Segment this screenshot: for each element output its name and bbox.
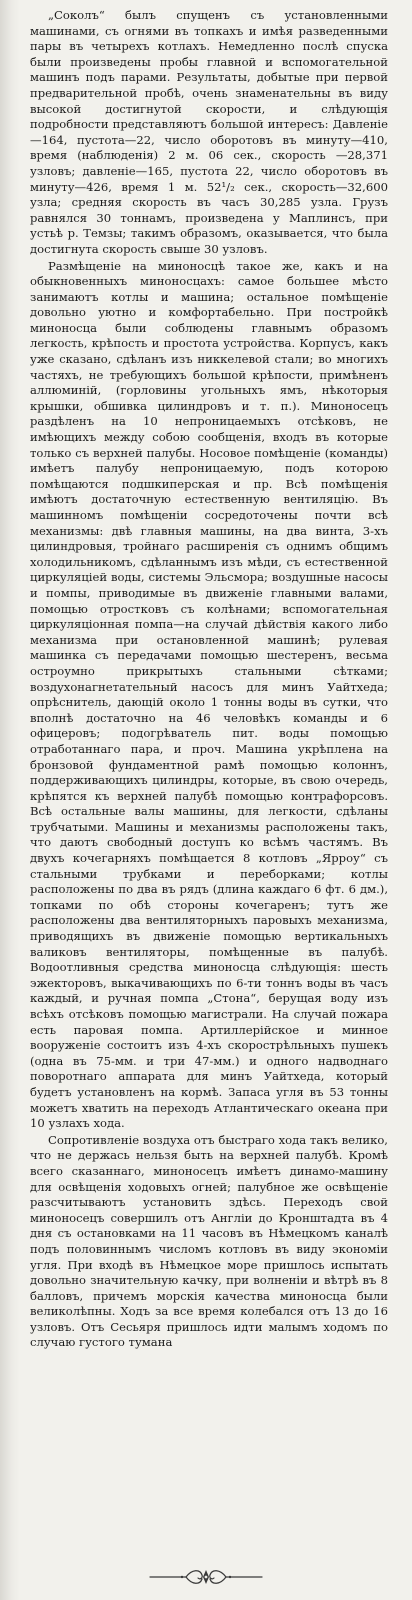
paragraph-sokol-trials: „Соколъ“ былъ спущенъ съ установленными машинами, съ огнями въ топкахъ и имѣя разведенными пары въ четырехъ котлахъ. Немедленно послѣ спуска были произведены пробы главной и вспомогательной машинъ подъ парами. Результаты, добытые при первой предварительной пробѣ, очень знаменательны въ виду высокой достигнутой скорости, и слѣдующія подробности представляютъ большой интересъ: Давленіе—164, пустота—22, число оборотовъ въ минуту—410, время (наблюденія) 2 м. 06 сек., скорость —28,371 узловъ; давленіе—165, пустота 22, число оборотовъ въ минуту—426, время 1 м. 52¹/₂ сек., скорость—32,600 узла; средняя скорость въ часъ 30,285 узла. Грузъ равнялся 30 тоннамъ, произведена у Маплинсъ, при устьѣ р. Темзы; такимъ образомъ, оказывается, что была достигнута скорость свыше 30 узловъ. — [30, 8, 388, 256]
tailpiece-ornament-icon — [0, 1566, 412, 1593]
page-gutter-shadow — [0, 0, 20, 1600]
article-body — [30, 8, 388, 1351]
paragraph-layout-and-machinery: Размѣщеніе на миноносцѣ такое же, какъ и на обыкновенныхъ миноносцахъ: самое большее мѣсто занимаютъ котлы и машина; остальное помѣщеніе довольно уютно и комфортабельно. При постройкѣ миноносца были соблюдены главнымъ образомъ легкость, крѣпость и простота устройства. Корпусъ, какъ уже сказано, сдѣланъ изъ никкелевой стали; во многихъ частяхъ, не требующихъ большой крѣпости, примѣненъ аллюминій, (горловины угольныхъ ямъ, нѣкоторыя крышки, обшивка цилиндровъ и т. п.). Миноносецъ раздѣленъ на 10 непроницаемыхъ отсѣковъ, не имѣющихъ между собою сообщенія, входъ въ которые только съ верхней палубы. Носовое помѣщеніе (команды) имѣетъ палубу непроницаемую, подъ которою помѣщаются подшкиперская и пр. Всѣ помѣщенія имѣютъ достаточную естественную вентиляцію. Въ машинномъ помѣщеніи сосредоточены почти всѣ механизмы: двѣ главныя машины, на два винта, 3-хъ цилиндровыя, тройнаго расширенія съ однимъ общимъ холодильникомъ, сдѣланнымъ изъ мѣди, съ естественной циркуляціей воды, системы Эльсмора; воздушные насосы и помпы, приводимые въ движеніе главными валами, помощью отростковъ съ колѣнами; вспомогательная циркуляціонная помпа—на случай дѣйствія какого либо механизма при остановленной машинѣ; рулевая машинка съ передачами помощью шестеренъ, весьма остроумно прикрытыхъ стальными сѣтками; воздухонагнетательный насосъ для минъ Уайтхеда; опрѣснитель, дающій около 1 тонны воды въ сутки, что вполнѣ достаточно на 46 человѣкъ команды и 6 офицеровъ; подогрѣватель пит. воды помощью отработаннаго пара, и проч. Машина укрѣплена на бронзовой фундаментной рамѣ помощью колоннъ, поддерживающихъ цилиндры, которые, въ свою очередь, крѣпятся къ верхней палубѣ помощью контрафорсовъ. Всѣ остальные валы машины, для легкости, сдѣланы трубчатыми. Машины и механизмы расположены такъ, что даютъ свободный доступъ ко всѣмъ частямъ. Въ двухъ кочегарняхъ помѣщается 8 котловъ „Ярроу“ съ стальными трубками и переборками; котлы расположены по два въ рядъ (длина каждаго 6 фт. 6 дм.), топками по обѣ стороны кочегаренъ; тутъ же расположены два вентиляторныхъ паровыхъ механизма, приводящихъ въ движеніе помощью вертикальныхъ валиковъ вентиляторы, помѣщенные въ палубѣ. Водоотливныя средства миноносца слѣдующія: шесть эжекторовъ, выкачивающихъ по 6-ти тоннъ воды въ часъ каждый, и ручная помпа „Стона“, берущая воду изъ всѣхъ отсѣковъ помощью магистрали. На случай пожара есть паровая помпа. Артиллерійское и минное вооруженіе состоитъ изъ 4-хъ скорострѣльныхъ пушекъ (одна въ 75-мм. и три 47-мм.) и одного надводнаго поворотнаго аппарата для минъ Уайтхеда, который будетъ установленъ на кормѣ. Запаса угля въ 53 тонны можетъ хватить на переходъ Атлантическаго океана при 10 узлахъ хода. — [30, 258, 388, 1131]
paragraph-air-resistance-and-voyage: Сопротивленіе воздуха отъ быстраго хода такъ велико, что не держась нельзя быть на верхней палубѣ. Кромѣ всего сказаннаго, миноносецъ имѣетъ динамо-машину для освѣщенія ходовыхъ огней; палубное же освѣщеніе разсчитываютъ установить здѣсь. Переходъ свой миноносецъ совершилъ отъ Англіи до Кронштадта въ 4 дня съ остановками на 11 часовъ въ Нѣмецкомъ каналѣ подъ половиннымъ числомъ котловъ въ виду экономіи угля. При входѣ въ Нѣмецкое море пришлось испытать довольно значительную качку, при волненіи и вѣтрѣ въ 8 балловъ, причемъ морскія качества миноносца были великолѣпны. Ходъ за все время колебался отъ 13 до 16 узловъ. Отъ Сесьяря пришлось идти малымъ ходомъ по случаю густого тумана — [30, 1132, 388, 1350]
